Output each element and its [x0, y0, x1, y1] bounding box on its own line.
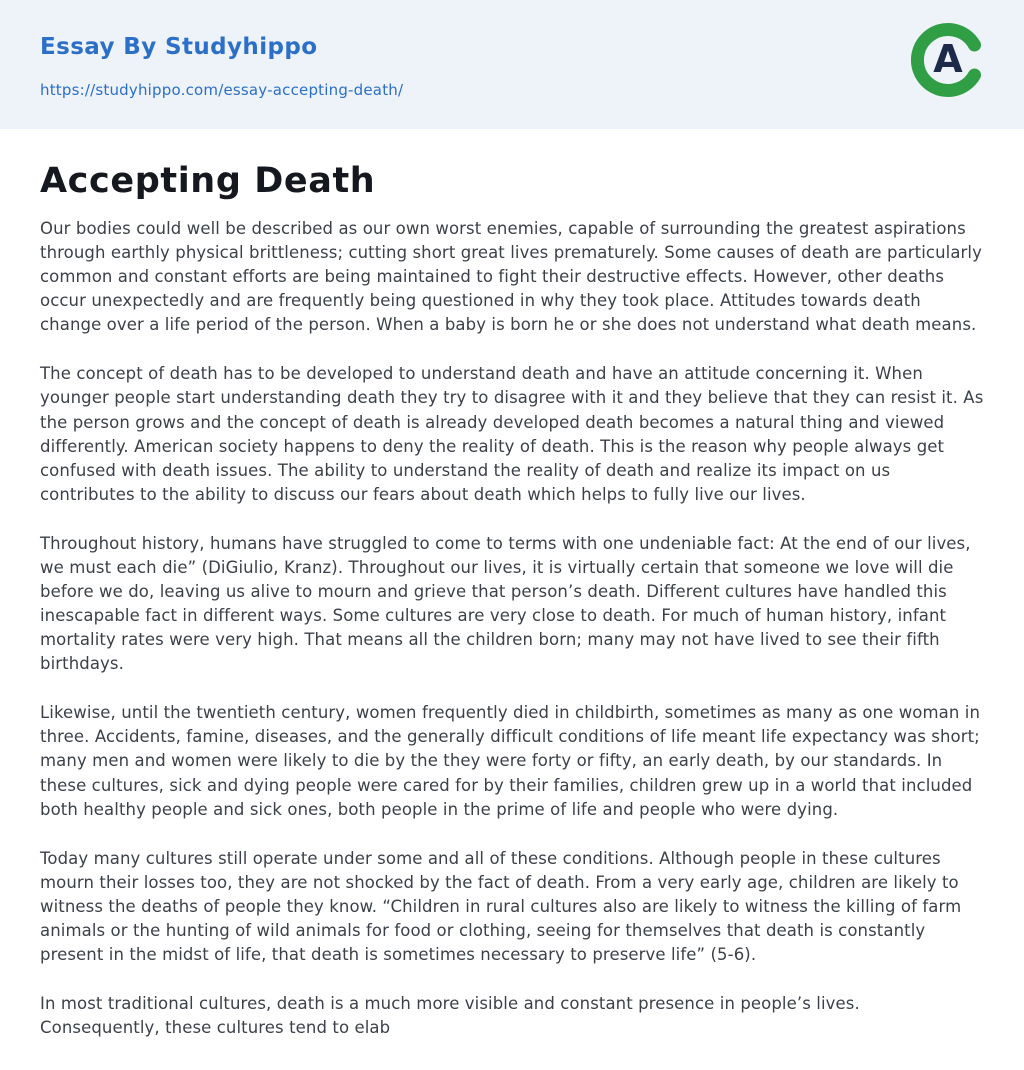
paragraph: Our bodies could well be described as our own worst enemies, capable of surrounding the greatest aspirations through earthly physical brittleness; cutting short great lives prematurely. Some causes of death are particularly common and constant efforts are being maintained to fight their destructive effects. However, other deaths occur unexpectedly and are frequently being questioned in why they took place. Attitudes towards death change over a life period of the person. When a baby is born he or she does not understand what death means.	[40, 219, 982, 335]
article-title: Accepting Death	[40, 161, 376, 201]
paragraph: Throughout history, humans have struggled to come to terms with one undeniable fact: At the end of our lives, we must each die” (DiGiulio, Kranz). Throughout our lives, it is virtually certain that someone we love will die before we do, leaving us alive to mourn and grieve that person’s death. Different cultures have handled this inescapable fact in different ways. Some cultures are very close to death. For much of human history, infant mortality rates were very high. That means all the children born; many may not have lived to see their fifth birthdays.	[40, 533, 971, 674]
paragraph: Today many cultures still operate under some and all of these conditions. Although people in these cultures mourn their losses too, they are not shocked by the fact of death. From a very early age, children are likely to witness the deaths of people they know. “Children in rural cultures also are likely to witness the killing of farm animals or the hunting of wild animals for food or clothing, seeing for themselves that death is constantly present in the midst of life, that death is sometimes necessary to preserve life” (5-6).	[40, 848, 962, 965]
studyhippo-logo[interactable]	[910, 22, 986, 98]
studyhippo-logo-icon	[910, 22, 986, 98]
article-content	[0, 129, 1024, 1070]
article-body	[40, 217, 984, 1040]
page-header	[0, 0, 1024, 129]
source-url-link[interactable]: https://studyhippo.com/essay-accepting-death/	[40, 81, 404, 99]
paragraph: The concept of death has to be developed to understand death and have an attitude concerning it. When younger people start understanding death they try to disagree with it and they believe that they can resist it. As the person grows and the concept of death is already developed death becomes a natural thing and viewed differently. American society happens to deny the reality of death. This is the reason why people always get confused with death issues. The ability to understand the reality of death and realize its impact on us contributes to the ability to discuss our fears about death which helps to fully live our lives.	[40, 364, 984, 504]
paragraph: Likewise, until the twentieth century, women frequently died in childbirth, sometimes as many as one woman in three. Accidents, famine, diseases, and the generally difficult conditions of life meant life expectancy was short; many men and women were likely to die by the they were forty or fifty, an early death, by our standards. In these cultures, sick and dying people were cared for by their families, children grew up in a world that included both healthy people and sick ones, both people in the prime of life and people who were dying.	[40, 703, 981, 819]
site-title: Essay By Studyhippo	[40, 34, 318, 60]
logo-letter: A	[933, 37, 963, 81]
paragraph: In most traditional cultures, death is a much more visible and constant presence in people’s lives. Consequently, these cultures tend to elab	[40, 994, 860, 1038]
